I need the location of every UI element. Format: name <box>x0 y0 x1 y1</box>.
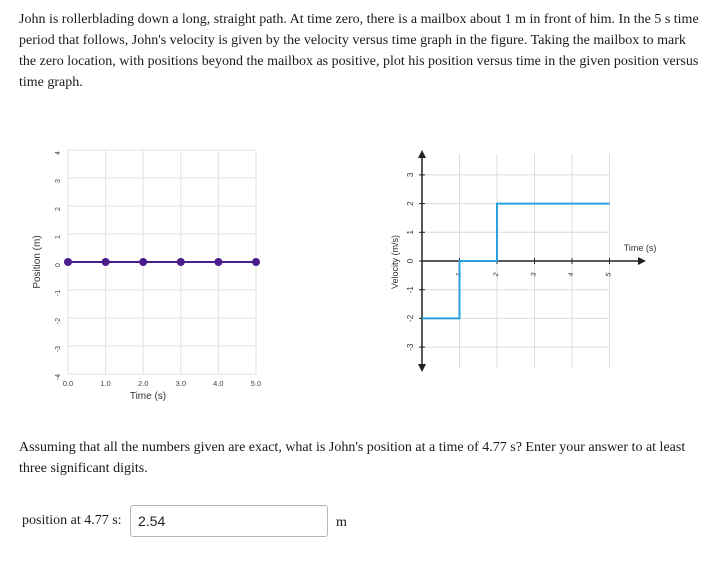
velocity-x-tick-label: 2 <box>492 271 501 278</box>
position-x-tick-label: 5.0 <box>250 379 262 388</box>
position-x-tick-label: 4.0 <box>213 379 224 388</box>
velocity-y-tick-label: 2 <box>406 201 415 206</box>
position-x-tick-label: 0.0 <box>62 379 74 388</box>
position-point[interactable] <box>139 258 147 266</box>
position-point[interactable] <box>102 258 110 266</box>
position-x-tick-label: 1.0 <box>100 379 111 388</box>
answer-input[interactable] <box>130 505 328 537</box>
position-y-tick-label: 2 <box>55 207 62 211</box>
velocity-graph <box>390 150 656 372</box>
position-y-tick-label: -3 <box>55 345 62 353</box>
velocity-y-tick-label: -1 <box>406 286 415 294</box>
answer-label: position at 4.77 s: <box>22 513 122 528</box>
velocity-y-axis-label: Velocity (m/s) <box>390 234 400 290</box>
position-x-tick-label: 3.0 <box>175 379 187 388</box>
position-point[interactable] <box>214 258 222 266</box>
position-point[interactable] <box>252 258 260 266</box>
problem-statement: John is rollerblading down a long, straight path. At time zero, there is a mailbox about 1 m in front of him. In the 5 s time period that follows, John's velocity is given by the velocity versus time graph in the figure. Taking the mailbox to mark the zero location, with positions beyond the mailbox as positive, plot his position versus time in the given position versus time graph. <box>19 12 699 90</box>
position-y-tick-label: -2 <box>55 317 62 325</box>
position-y-ticks <box>55 151 62 380</box>
position-y-tick-label: 4 <box>55 151 62 155</box>
velocity-axes <box>418 150 646 372</box>
velocity-y-tick-label: 0 <box>406 258 415 264</box>
position-y-tick-label: 0 <box>55 263 62 267</box>
position-series[interactable] <box>64 258 260 266</box>
velocity-y-tick-label: -2 <box>406 314 415 322</box>
graphs-svg <box>0 140 720 410</box>
position-y-tick-label: 3 <box>55 179 62 183</box>
answer-unit: m <box>336 515 347 530</box>
velocity-x-tick-label: 5 <box>605 271 613 278</box>
position-point[interactable] <box>64 258 72 266</box>
position-point[interactable] <box>177 258 185 266</box>
position-graph[interactable] <box>32 150 261 402</box>
velocity-y-tick-label: -3 <box>406 343 415 351</box>
position-x-axis-label: Time (s) <box>129 391 167 402</box>
velocity-y-axis-up-arrow <box>418 150 426 158</box>
velocity-x-axis-label: Time (s) <box>623 243 657 253</box>
velocity-y-axis-down-arrow <box>418 364 426 372</box>
velocity-x-tick-label: 3 <box>530 271 538 278</box>
graphs-area <box>0 140 720 410</box>
position-x-tick-label: 2.0 <box>137 379 149 388</box>
question-text: Assuming that all the numbers given are exact, what is John's position at a time of 4.77 s? Enter your answer to at least three significant digits. <box>19 440 686 476</box>
velocity-x-tick-label: 1 <box>455 271 463 278</box>
position-x-ticks <box>63 379 261 388</box>
position-y-tick-label: 1 <box>55 235 62 239</box>
velocity-y-tick-label: 1 <box>406 230 415 235</box>
velocity-x-tick-label: 4 <box>567 271 576 278</box>
position-y-axis-label: Position (m) <box>32 235 43 289</box>
velocity-x-axis-arrow <box>638 257 646 265</box>
velocity-y-tick-label: 3 <box>406 172 415 178</box>
position-y-tick-label: -4 <box>55 373 62 381</box>
position-y-tick-label: -1 <box>55 289 62 297</box>
